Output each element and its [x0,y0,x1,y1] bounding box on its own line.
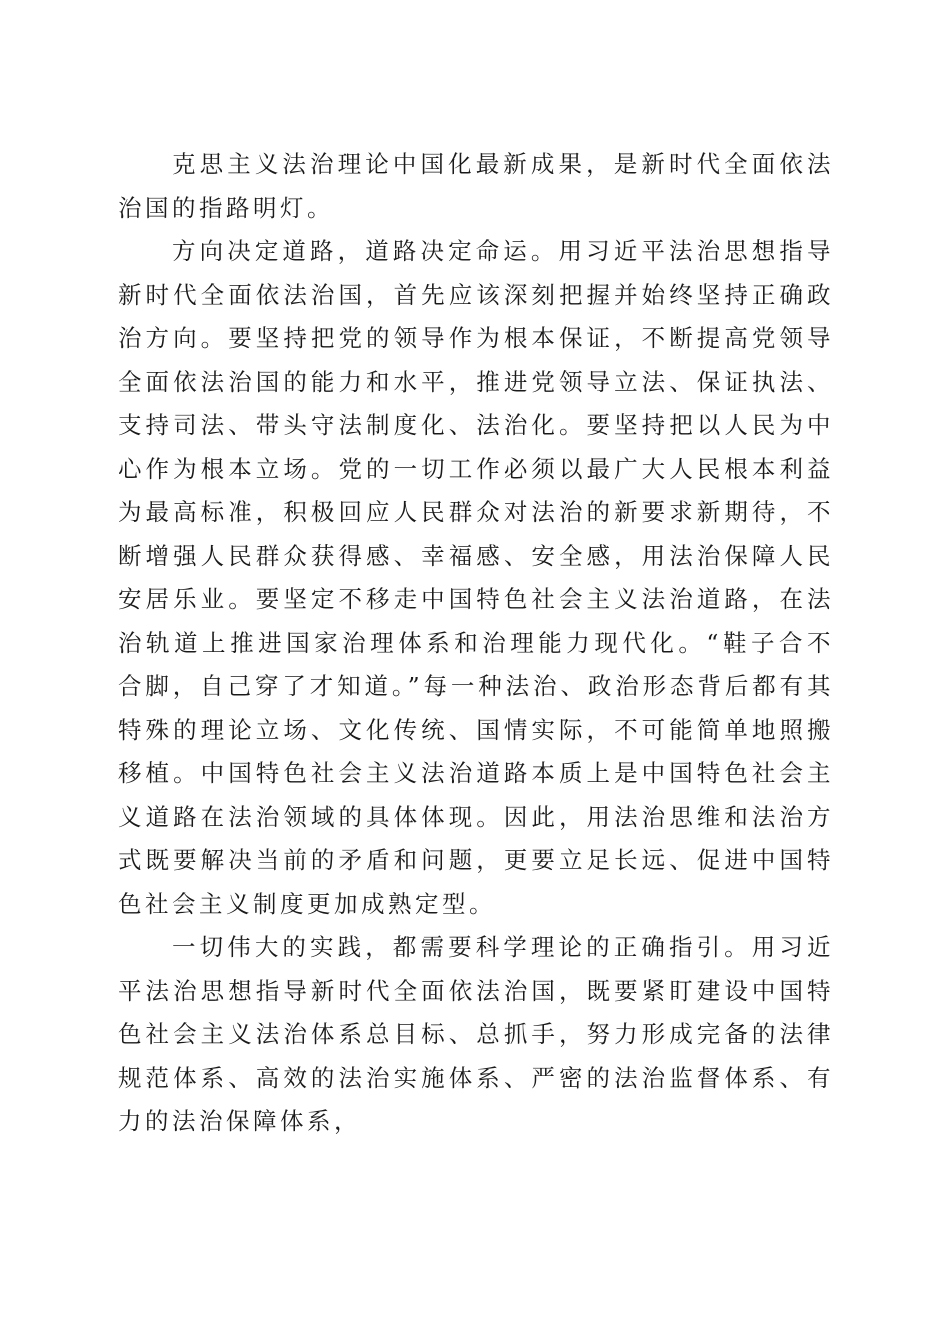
paragraph-1: 克思主义法治理论中国化最新成果，是新时代全面依法治国的指路明灯。 [118,150,834,222]
paragraph-2: 方向决定道路，道路决定命运。用习近平法治思想指导新时代全面依法治国，首先应该深刻把握并始终坚持正确政治方向。要坚持把党的领导作为根本保证，不断提高党领导全面依法治国的能力和水平，推进党领导立法、保证执法、支持司法、带头守法制度化、法治化。要坚持把以人民为中心作为根本立场。党的一切工作必须以最广大人民根本利益为最高标准，积极回应人民群众对法治的新要求新期待，不断增强人民群众获得感、幸福感、安全感，用法治保障人民安居乐业。要坚定不移走中国特色社会主义法治道路，在法治轨道上推进国家治理体系和治理能力现代化。“鞋子合不合脚，自己穿了才知道。”每一种法治、政治形态背后都有其特殊的理论立场、文化传统、国情实际，不可能简单地照搬移植。中国特色社会主义法治道路本质上是中国特色社会主义道路在法治领域的具体体现。因此，用法治思维和法治方式既要解决当前的矛盾和问题，更要立足长远、促进中国特色社会主义制度更加成熟定型。 [118,237,834,918]
document-body [118,143,834,1144]
paragraph-3: 一切伟大的实践，都需要科学理论的正确指引。用习近平法治思想指导新时代全面依法治国，既要紧盯建设中国特色社会主义法治体系总目标、总抓手，努力形成完备的法律规范体系、高效的法治实施体系、严密的法治监督体系、有力的法治保障体系， [118,933,834,1135]
